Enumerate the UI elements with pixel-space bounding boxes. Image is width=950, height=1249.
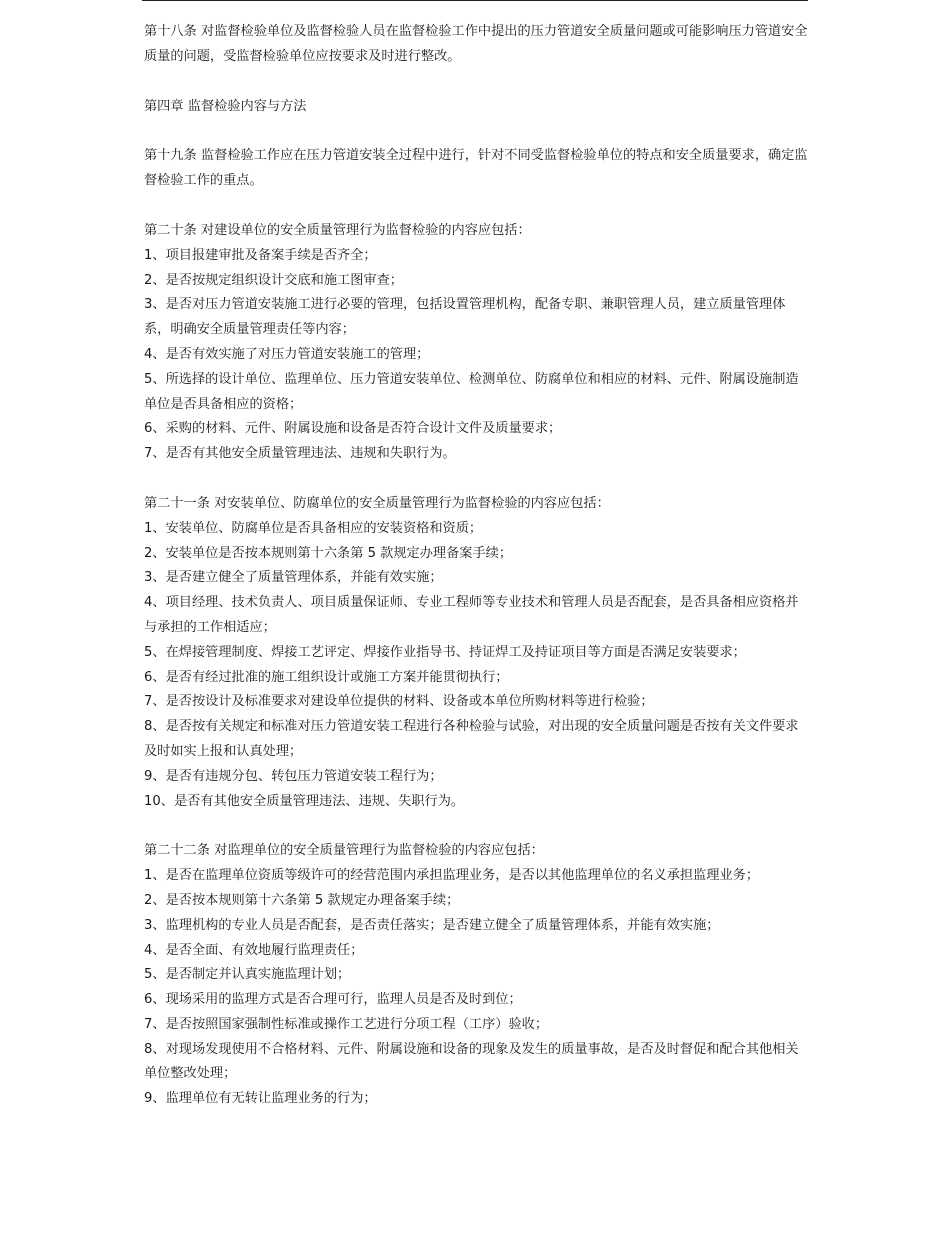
article-20-item: 5、所选择的设计单位、监理单位、压力管道安装单位、检测单位、防腐单位和相应的材料、元件、附属设施制造单位是否具备相应的资格；	[144, 371, 799, 412]
article-21-item: 10、是否有其他安全质量管理违法、违规、失职行为。	[144, 793, 465, 809]
article-21-item: 3、是否建立健全了质量管理体系，并能有效实施；	[144, 570, 443, 586]
paragraph-gap	[144, 194, 808, 219]
article-21-item: 5、在焊接管理制度、焊接工艺评定、焊接作业指导书、持证焊工及持证项目等方面是否满足安装要求；	[144, 644, 746, 660]
article-22-item: 2、是否按本规则第十六条第 5 款规定办理备案手续；	[144, 892, 460, 908]
article-22-item: 5、是否制定并认真实施监理计划；	[144, 967, 351, 983]
paragraph-gap	[144, 814, 808, 839]
article-21-item: 1、安装单位、防腐单位是否具备相应的安装资格和资质；	[144, 520, 483, 536]
article-19-paragraph: 第十九条 监督检验工作应在压力管道安装全过程中进行，针对不同受监督检验单位的特点和安全质量要求，确定监督检验工作的重点。	[144, 148, 808, 189]
article-22-item: 4、是否全面、有效地履行监理责任；	[144, 942, 364, 958]
paragraph-gap	[144, 70, 808, 95]
chapter-4-heading: 第四章 监督检验内容与方法	[144, 98, 307, 114]
top-rule	[142, 0, 808, 1]
paragraph-gap	[144, 119, 808, 144]
article-20-item: 4、是否有效实施了对压力管道安装施工的管理；	[144, 346, 430, 362]
article-22-item: 1、是否在监理单位资质等级许可的经营范围内承担监理业务，是否以其他监理单位的名义承担监理业务；	[144, 868, 760, 884]
article-20-item: 6、采购的材料、元件、附属设施和设备是否符合设计文件及质量要求；	[144, 421, 562, 437]
article-22-heading: 第二十二条 对监理单位的安全质量管理行为监督检验的内容应包括：	[144, 843, 544, 859]
article-20-item: 2、是否按规定组织设计交底和施工图审查；	[144, 272, 403, 288]
article-22-item: 3、监理机构的专业人员是否配套，是否责任落实；是否建立健全了质量管理体系，并能有效实施；	[144, 917, 720, 933]
article-21-item: 4、项目经理、技术负责人、项目质量保证师、专业工程师等专业技术和管理人员是否配套，是否具备相应资格并与承担的工作相适应；	[144, 595, 799, 635]
article-22-item: 6、现场采用的监理方式是否合理可行，监理人员是否及时到位；	[144, 992, 522, 1008]
article-22-item: 9、监理单位有无转让监理业务的行为；	[144, 1091, 377, 1107]
article-21-item: 9、是否有违规分包、转包压力管道安装工程行为；	[144, 768, 443, 784]
article-20-item: 7、是否有其他安全质量管理违法、违规和失职行为。	[144, 446, 456, 462]
article-21-item: 8、是否按有关规定和标准对压力管道安装工程进行各种检验与试验，对出现的安全质量问题是否按有关文件要求及时如实上报和认真处理；	[144, 719, 799, 759]
article-21-item: 2、安装单位是否按本规则第十六条第 5 款规定办理备案手续；	[144, 545, 513, 561]
article-20-heading: 第二十条 对建设单位的安全质量管理行为监督检验的内容应包括：	[144, 222, 531, 238]
article-21-item: 7、是否按设计及标准要求对建设单位提供的材料、设备或本单位所购材料等进行检验；	[144, 694, 654, 710]
article-21-item: 6、是否有经过批准的施工组织设计或施工方案并能贯彻执行；	[144, 669, 509, 685]
article-21-heading: 第二十一条 对安装单位、防腐单位的安全质量管理行为监督检验的内容应包括：	[144, 495, 610, 511]
paragraph-gap	[144, 467, 808, 492]
article-20-item: 1、项目报建审批及备案手续是否齐全；	[144, 247, 377, 263]
article-22-item: 7、是否按照国家强制性标准或操作工艺进行分项工程（工序）验收；	[144, 1016, 549, 1032]
article-18-paragraph: 第十八条 对监督检验单位及监督检验人员在监督检验工作中提出的压力管道安全质量问题或可能影响压力管道安全质量的问题，受监督检验单位应按要求及时进行整改。	[144, 24, 808, 64]
article-20-item: 3、是否对压力管道安装施工进行必要的管理，包括设置管理机构，配备专职、兼职管理人员，建立质量管理体系，明确安全质量管理责任等内容；	[144, 297, 786, 338]
document-body	[144, 20, 808, 1112]
article-22-item: 8、对现场发现使用不合格材料、元件、附属设施和设备的现象及发生的质量事故，是否及时督促和配合其他相关单位整改处理；	[144, 1041, 799, 1082]
